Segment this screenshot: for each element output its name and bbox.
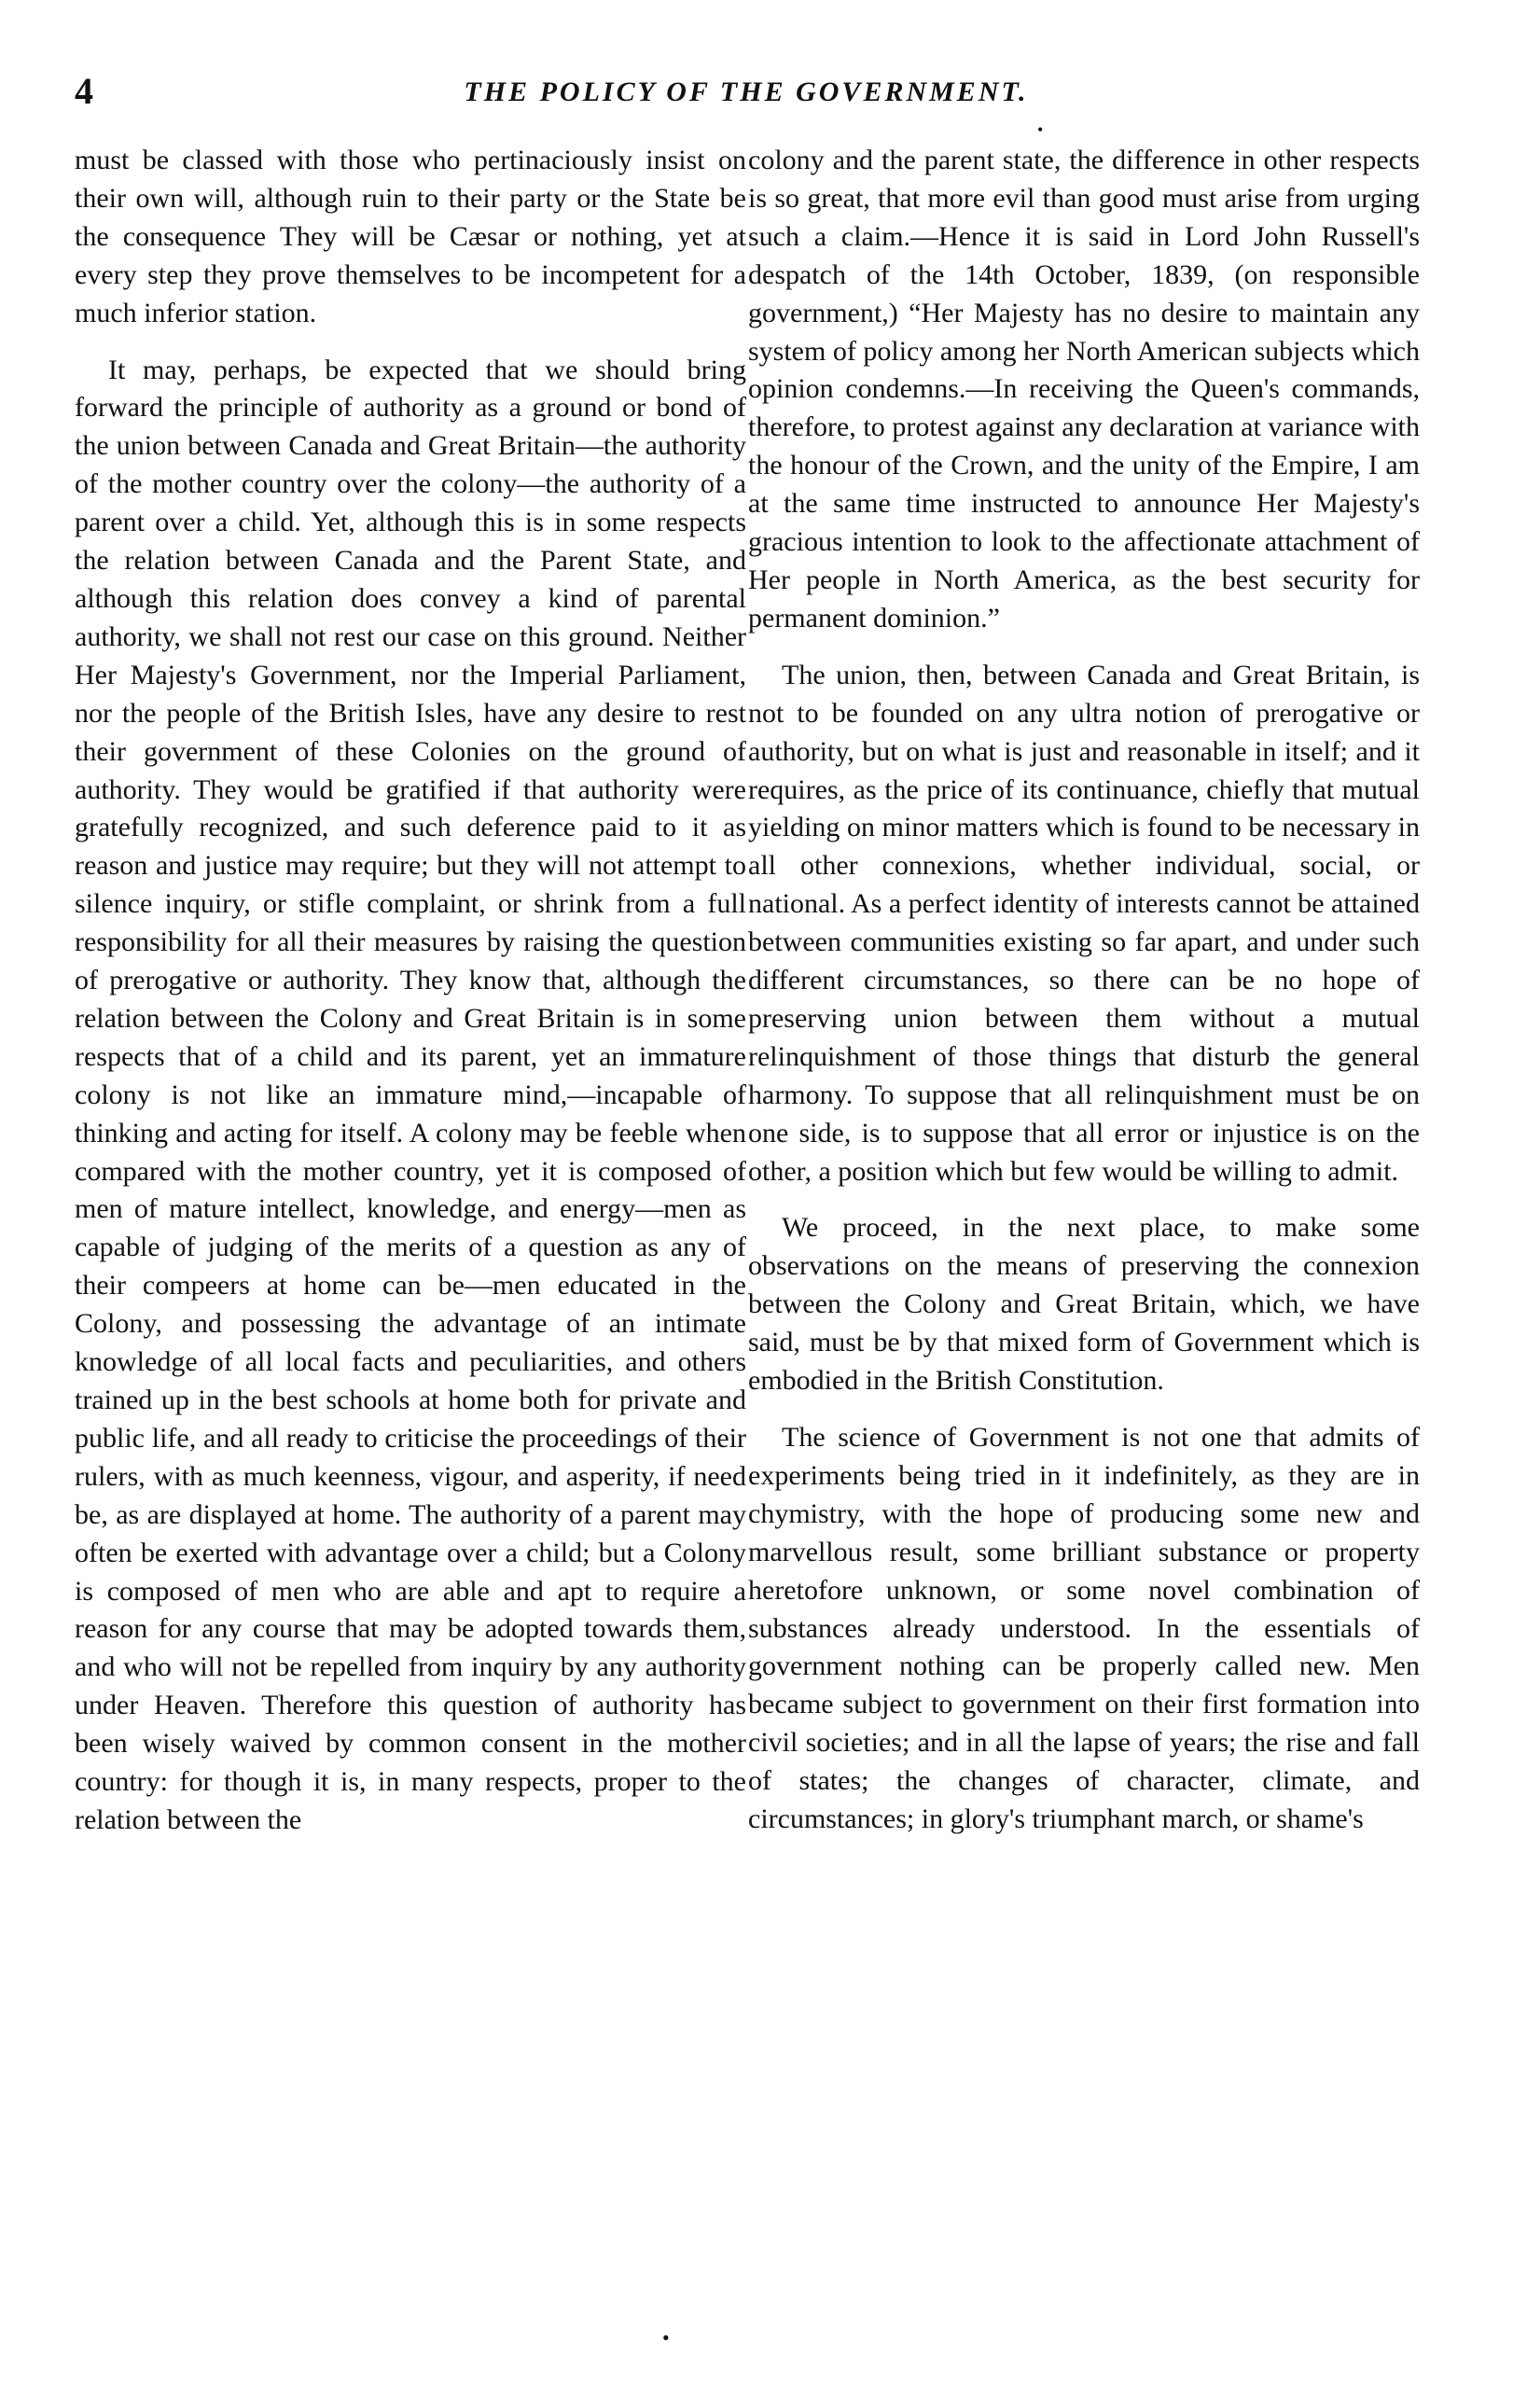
running-head: THE POLICY OF THE GOVERNMENT. [464,77,1029,107]
right-column [748,142,1420,1839]
page-header [75,70,1418,129]
left-column [75,142,746,1840]
paragraph: colony and the parent state, the difference in other respects is so great, that more evil than good must arise from urging such a claim.—Hence it is said in Lord John Russell's despatch of the 14th October, 1839, (on responsible government,) “Her Majesty has no desire to maintain any system of policy among her North American subjects which opinion condemns.—In receiving the Queen's commands, therefore, to protest against any declaration at variance with the honour of the Crown, and the unity of the Empire, I am at the same time instructed to announce Her Majesty's gracious intention to look to the affectionate attachment of Her people in North America, as the best security for permanent dominion.” [748,145,1420,633]
paragraph: The union, then, between Canada and Great Britain, is not to be founded on any ultra notion of prerogative or authority, but on what is just and reasonable in itself; and it requires, as the price of its continuance, chiefly that mutual yielding on minor matters which is found to be necessary in all other connexions, whether individual, social, or national. As a perfect identity of interests cannot be attained between communities existing so far apart, and under such different circumstances, so there can be no hope of preserving union between them without a mutual relinquishment of those things that disturb the general harmony. To suppose that all relinquishment must be on one side, is to suppose that all error or injustice is on the other, a position which but few would be willing to admit. [748,659,1420,1187]
paragraph: We proceed, in the next place, to make some observations on the means of preserving the connexion between the Colony and Great Britain, which, we have said, must be by that mixed form of Government which is embodied in the British Constitution. [748,1212,1420,1397]
paragraph: It may, perhaps, be expected that we should bring forward the principle of authority as a ground or bond of the union between Canada and Great Britain—the authority of the mother country over the colony—the authority of a parent over a child. Yet, although this is in some respects the relation between Canada and the Parent State, and although this relation does convey a kind of parental authority, we shall not rest our case on this ground. Neither Her Majesty's Government, nor the Imperial Parliament, nor the people of the British Isles, have any desire to rest their government of these Colonies on the ground of authority. They would be gratified if that authority were gratefully recognized, and such deference paid to it as reason and justice may require; but they will not attempt to silence inquiry, or stifle complaint, or shrink from a full responsibility for all their measures by raising the question of prerogative or authority. They know that, although the relation between the Colony and Great Britain is in some respects that of a child and its parent, yet an immature colony is not like an immature mind,—incapable of thinking and acting for itself. A colony may be feeble when compared with the mother country, yet it is composed of men of mature intellect, knowledge, and energy—men as capable of judging of the merits of a question as any of their compeers at home can be—men educated in the Colony, and possessing the advantage of an intimate knowledge of all local facts and peculiarities, and others trained up in the best schools at home both for private and public life, and all ready to criticise the proceedings of their rulers, with as much keenness, vigour, and asperity, if need be, as are displayed at home. The authority of a parent may often be exerted with advantage over a child; but a Colony is composed of men who are able and apt to require a reason for any course that may be adopted towards them, and who will not be repelled from inquiry by any authority under Heaven. Therefore this question of authority has been wisely waived by common consent in the mother country: for though it is, in many respects, proper to the relation between the [75,354,746,1835]
page-number: 4 [75,70,93,112]
print-mark: • [662,2326,670,2349]
paragraph: must be classed with those who pertinaciously insist on their own will, although ruin to their party or the State be the consequence They will be Cæsar or nothing, yet at every step they prove themselves to be incompetent for a much inferior station. [75,145,746,328]
print-mark: • [1037,120,1044,139]
paragraph: The science of Government is not one that admits of experiments being tried in it indefinitely, as they are in chymistry, with the hope of producing some new and marvellous result, some brilliant substance or property heretofore unknown, or some novel combination of substances already understood. In the essentials of government nothing can be properly called new. Men became subject to government on their first formation into civil societies; and in all the lapse of years; the rise and fall of states; the changes of character, climate, and circumstances; in glory's triumphant march, or shame's [748,1422,1420,1835]
